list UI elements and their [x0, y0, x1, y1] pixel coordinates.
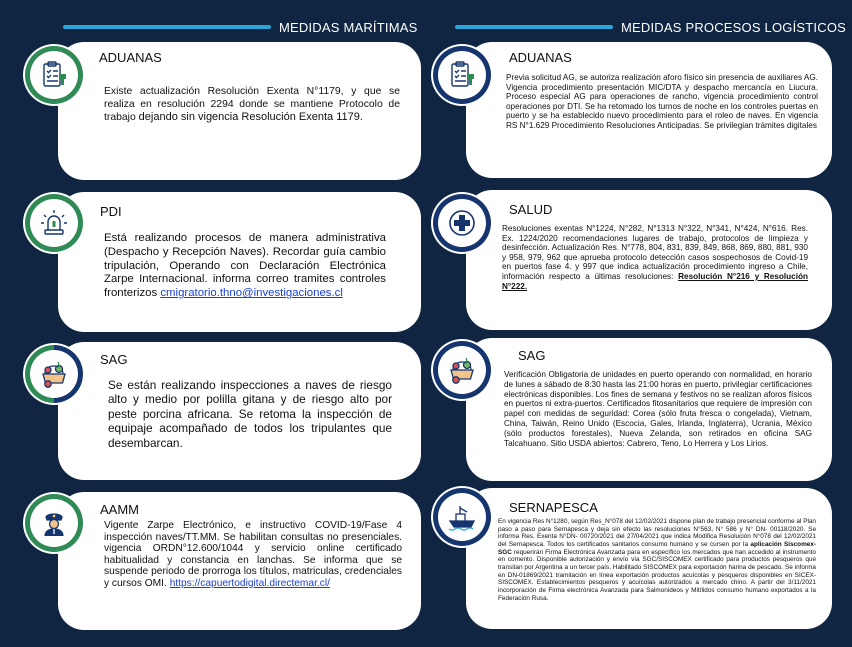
- card-body-text: Está realizando procesos de manera administrativa (Despacho y Recepción Naves). Recordar guía cambio tripulación, Operando con Declaración Electrónica Zarpe Internacional. informa correo tramites controles fronterizos: [104, 232, 386, 300]
- card-title: SERNAPESCA: [509, 500, 598, 515]
- header-procesos-logisticos: [455, 16, 846, 38]
- card-sag-maritimas: [58, 342, 421, 480]
- card-body-text: En vigencia Res N°1280, según Res_N°078 del 12/02/2021 dispone plan de trabajo presencial conforme al Plan paso a paso para Sernapesca y deja sin efecto las resoluciones N°563, N° 586 y N° DN- 00118/2020. Se informa Res. Exenta N°DN- 00720/2021 del 27/04/2021 que indica Modifica Resolución N°078 del 12/02/2021 del Sernapesca. Todos los certificados sanitarios consumo humano y se cursen por la: [498, 518, 816, 548]
- card-pdi: [58, 192, 421, 332]
- fruit-basket-icon: [23, 343, 85, 405]
- capuerto-digital-link[interactable]: https://capuertodigital.directemar.cl/: [169, 577, 330, 589]
- header-title: MEDIDAS PROCESOS LOGÍSTICOS: [621, 19, 846, 35]
- resoluciones-link[interactable]: Resolución N°216 y Resolución N°222.: [502, 271, 809, 291]
- card-body-highlight: dejando sin vigencia Resolución Exenta 1179.: [138, 111, 363, 124]
- card-sernapesca: [466, 488, 832, 629]
- card-body: [104, 232, 386, 301]
- card-title: AAMM: [100, 502, 139, 517]
- customs-clipboard-icon: [431, 44, 493, 106]
- pdi-email-link[interactable]: cmigratorio.thno@investigaciones.cl: [160, 287, 343, 300]
- card-body: [502, 224, 808, 291]
- card-body-text: requerirán Firma Electrónica Avanzada para en específico los mercados que han accedido al instrumento en comento. Disponible autorización y envío vía SGC/SISCOMEX certificado para productos pesqueros que transitan por Argentina a un tercer país. Habilitado SISCOMEX para exportación harina de pescado. Se informa en DN-01869/2021 tramitación en línea exportación productos acuícolas y pesqueros disponibles en SICEX-SISCOMEX. Establecimientos pesqueros y acuícolas autorizados a mercado chino. A partir del 3/11/2021 incorporación de Firma electrónica Avanzada para Salmonideos y Mitílidos consumo humano exportados a la Federación Rusa.: [498, 548, 816, 602]
- customs-clipboard-icon: [23, 44, 85, 106]
- police-siren-icon: [23, 192, 85, 254]
- fruit-basket-icon: [431, 339, 493, 401]
- header-maritimas: [63, 16, 417, 38]
- card-title: SAG: [518, 348, 546, 363]
- card-salud: [466, 190, 832, 330]
- card-body-text: Resoluciones exentas N°1224, N°282, N°1313 N°322, N°341, N°424, N°616. Res. Ex. 1224/2020 recomendaciones lugares de trabajo, protocolos de limpieza y desinfección. Actualización Res. N°778, 804, 831, 839, 849, 868, 869, 880, 881, 930 y 958, 979, 962 que aprueba protocolo detección casos sospechosos de Covid-19 en puertos fase 4. y 997 que indica actualización procedimiento ingreso a Chile, información respecto a últimas resoluciones:: [502, 224, 808, 281]
- header-title: MEDIDAS MARÍTIMAS: [279, 19, 418, 35]
- card-body: [104, 86, 400, 125]
- header-accent-bar: [63, 25, 271, 29]
- card-body-text: Vigente Zarpe Electrónico, e instructivo COVID-19/Fase 4 inspección naves/TT.MM. Se habilitan consultas no presenciales. vigencia ORDN°12.600/1044 y servicio online certificado habitualidad y constancia en lanchas. Se informa que se suspende periodo de prorroga los títulos, matriculas, credenciales y cursos OMI.: [104, 520, 402, 589]
- card-body-text: Existe actualización Resolución Exenta N°1179, y que se realiza en resolución 2294 donde se mantiene Protocolo de trabajo: [104, 86, 400, 124]
- card-sag-logisticos: [466, 338, 832, 481]
- card-aduanas-logisticos: [466, 42, 832, 178]
- card-title: ADUANAS: [509, 50, 572, 65]
- medical-cross-icon: [431, 192, 493, 254]
- card-aduanas-maritimas: [58, 42, 421, 180]
- siscomex-highlight: aplicación Siscomex-SGC: [498, 540, 817, 556]
- card-body: [498, 518, 816, 602]
- card-body: Se están realizando inspecciones a naves de riesgo alto y medio por polilla gitana y de riesgo alto por peste porcina africana. Se retoma la inspección de equipaje acompañado de todos los tripulantes que desembarcan.: [108, 378, 392, 450]
- fishing-ship-icon: [431, 486, 493, 548]
- card-body: Previa solicitud AG, se autoriza realización aforo físico sin presencia de auxiliares AG. Vigencia procedimiento presentación MIC/DTA y despacho mercancía en Liucura. Proceso especial AG para operaciones de rancho, vigencia procedimiento control operaciones por DTI. Se ha retomado los turnos de noche en los controles puertas en puerto y se ha establecido nuevo procedimiento para el roleo de naves. En vigencia RS N°1.629 Procedimiento Resoluciones Anticipadas. Se privilegian trámites digitales: [506, 73, 818, 130]
- card-aamm: [58, 492, 421, 630]
- header-accent-bar: [455, 25, 613, 29]
- card-title: SAG: [100, 352, 128, 367]
- card-body: [104, 520, 402, 590]
- card-title: ADUANAS: [99, 50, 162, 65]
- captain-icon: [23, 492, 85, 554]
- card-title: SALUD: [509, 202, 553, 217]
- card-title: PDI: [100, 204, 122, 219]
- card-body: Verificación Obligatoria de unidades en puerto operando con normalidad, en horario de lunes a sábado de 8:30 hasta las 21:00 horas en puerto, privilegiar certificaciones electrónicas disponibles. Los fines de semana y festivos no se realizan aforos físicos en puertos ni extra-puertos. Certificados fitosanitarios que requiere de impresión con papel con medidas de seguridad: Corea (sólo fruta fresca o congelada), Vietnam, China, Taiwán, Reino Unido (Escocia, Gales, Irlanda, Inglaterra), Ucrania, México (sólo productos forestales), Nueva Zelanda, son retirados en oficina SAG Talcahuano. Sitio USDA abiertos: Cabrero, Teno, Lo Herrera y Los Lirios.: [504, 370, 812, 448]
